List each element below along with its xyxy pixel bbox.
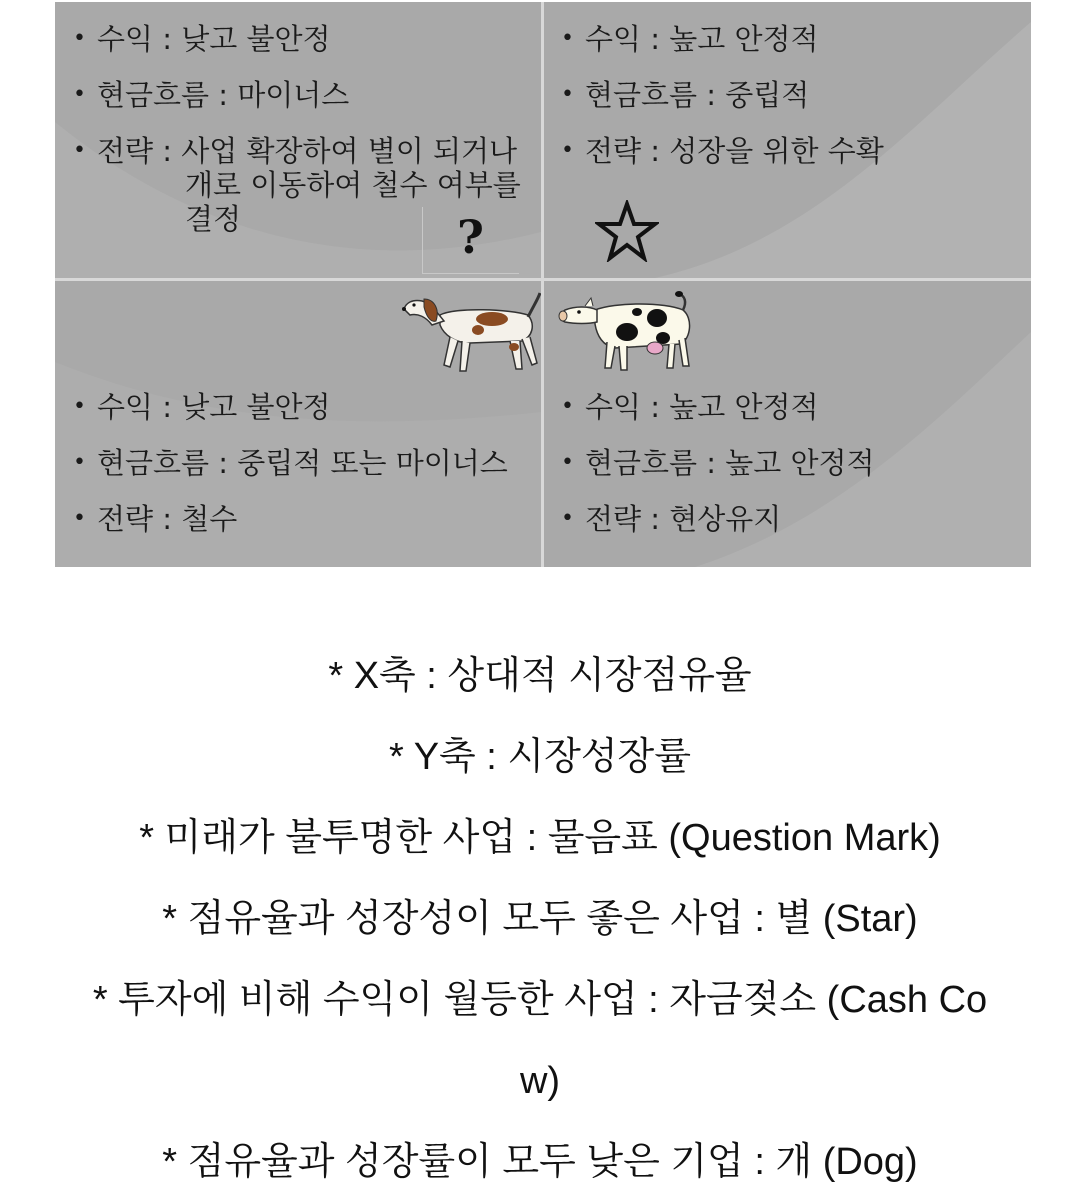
strategy-text: • 전략 : 사업 확장하여 별이 되거나 개로 이동하여 철수 여부를 결정 [73,134,521,236]
strategy-label: 전략 : 현상유지 [585,502,782,536]
caption-list [0,636,1080,1203]
profit-label: 수익 : 낮고 불안정 [97,22,331,56]
caption-cash-cow-cont: w) [519,1060,561,1102]
strategy-line-2: 개로 이동하여 철수 여부를 [185,168,521,202]
cashflow-label: 현금흐름 : 마이너스 [97,78,350,112]
cashflow-label: 현금흐름 : 중립적 [585,78,810,112]
strategy-label: 전략 : 성장을 위한 수확 [585,134,884,168]
caption-x-axis: * X축 : 상대적 시장점유율 [328,655,752,697]
cashflow-text: • 현금흐름 : 마이너스 [73,78,350,112]
strategy-line-3: 결정 [185,202,242,236]
caption-question-mark: * 미래가 불투명한 사업 : 물음표 (Question Mark) [139,817,941,859]
profit-text: • 수익 : 높고 안정적 [561,22,819,56]
caption-dog: * 점유율과 성장률이 모두 낮은 기업 : 개 (Dog) [162,1141,918,1183]
profit-label: 수익 : 높고 안정적 [585,22,819,56]
strategy-label: 전략 : 철수 [97,502,238,536]
cashflow-text: • 현금흐름 : 중립적 또는 마이너스 [73,446,508,480]
star-outline-icon [595,200,659,262]
profit-label: 수익 : 낮고 불안정 [97,390,331,424]
profit-text: • 수익 : 낮고 불안정 [73,22,331,56]
bcg-matrix [55,2,1031,567]
caption-y-axis: * Y축 : 시장성장률 [389,736,691,778]
dog-icon [400,285,542,380]
cashflow-label: 현금흐름 : 중립적 또는 마이너스 [97,446,508,480]
cashflow-text: • 현금흐름 : 중립적 [561,78,810,112]
profit-text: • 수익 : 낮고 불안정 [73,390,331,424]
strategy-line-1: 전략 : 사업 확장하여 별이 되거나 [97,134,518,168]
caption-star: * 점유율과 성장성이 모두 좋은 사업 : 별 (Star) [162,898,918,940]
cashflow-text: • 현금흐름 : 높고 안정적 [561,446,875,480]
profit-label: 수익 : 높고 안정적 [585,390,819,424]
cashflow-label: 현금흐름 : 높고 안정적 [585,446,875,480]
strategy-text: • 전략 : 성장을 위한 수확 [561,134,884,168]
horizontal-divider [55,278,1031,281]
strategy-text: • 전략 : 철수 [73,502,238,536]
profit-text: • 수익 : 높고 안정적 [561,390,819,424]
quadrant-question-mark [55,2,543,278]
caption-cash-cow: * 투자에 비해 수익이 월등한 사업 : 자금젖소 (Cash Co [92,979,988,1021]
question-mark-symbol: ? [457,210,484,264]
vertical-divider [541,2,544,567]
cow-icon [555,288,703,374]
strategy-text: • 전략 : 현상유지 [561,502,782,536]
